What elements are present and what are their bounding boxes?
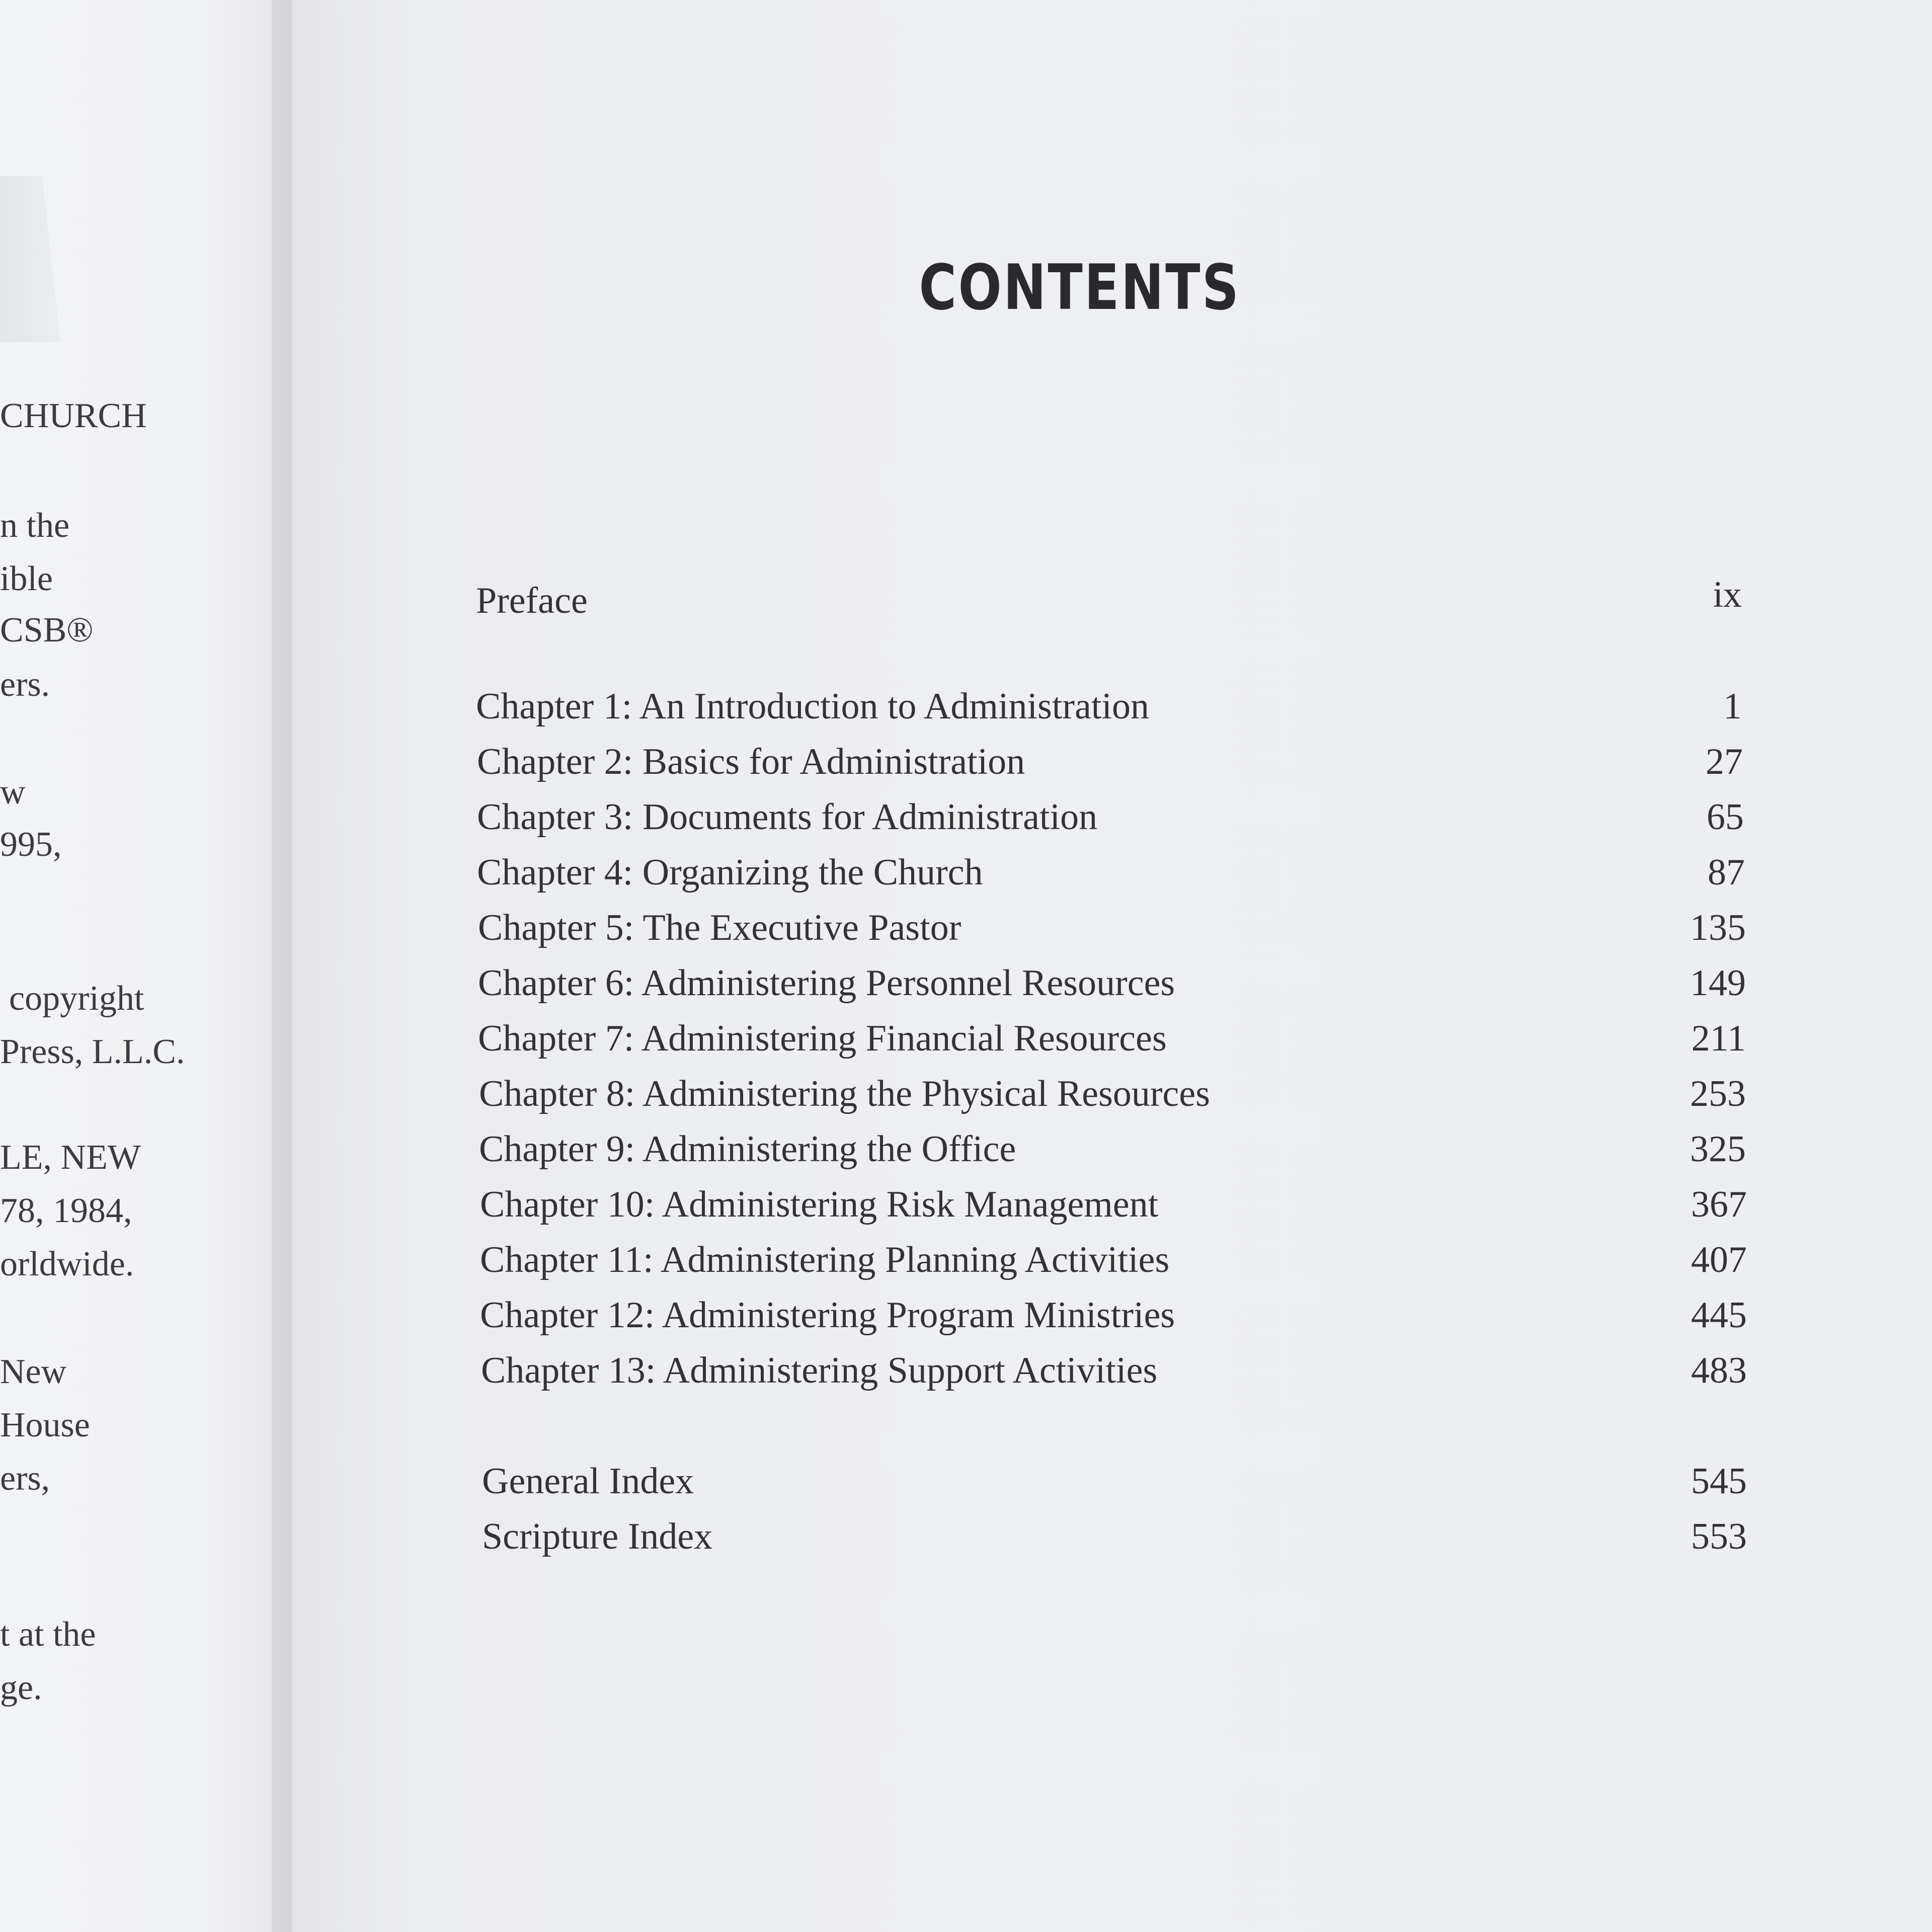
toc-entry-label: Chapter 9: Administering the Office xyxy=(479,1129,1016,1170)
toc-entry-label: Chapter 12: Administering Program Ministries xyxy=(480,1295,1175,1336)
toc-entry-chapter xyxy=(478,907,1746,952)
toc-entry-chapter xyxy=(479,1073,1746,1118)
toc-entry-page: 367 xyxy=(1691,1184,1747,1225)
contents-page xyxy=(292,0,1932,1932)
toc-entry-chapter xyxy=(477,851,1745,897)
toc-entry-page: 553 xyxy=(1691,1516,1747,1557)
left-page-line: New xyxy=(0,1352,67,1391)
left-page-line: 78, 1984, xyxy=(0,1191,132,1230)
left-page-line: orldwide. xyxy=(0,1245,134,1283)
left-page-line: ers, xyxy=(0,1459,50,1498)
left-page-line: ible xyxy=(0,559,53,598)
toc-entry-page: 211 xyxy=(1691,1018,1746,1059)
toc-entry-chapter xyxy=(479,1128,1746,1173)
toc-entry-page: 149 xyxy=(1690,962,1746,1004)
page-title: CONTENTS xyxy=(919,252,1241,324)
toc-entry-page: 1 xyxy=(1723,686,1742,727)
left-page-line: copyright xyxy=(9,979,144,1018)
toc-entry-label: Chapter 4: Organizing the Church xyxy=(477,852,983,893)
bleed-through-logo xyxy=(0,176,60,342)
toc-entry-label: General Index xyxy=(482,1461,694,1502)
toc-entry-label: Chapter 7: Administering Financial Resources xyxy=(478,1018,1167,1059)
left-page-line: House xyxy=(0,1406,90,1444)
left-page-line: ers. xyxy=(0,665,50,704)
toc-entry-chapter xyxy=(477,796,1744,841)
toc-entry-chapter xyxy=(476,685,1742,731)
toc-entry-page: 445 xyxy=(1691,1295,1747,1336)
toc-entry-label: Chapter 3: Documents for Administration xyxy=(477,796,1098,838)
toc-entry-page: 65 xyxy=(1707,796,1744,838)
toc-entry-chapter xyxy=(480,1239,1747,1284)
toc-entry-label: Chapter 10: Administering Risk Management xyxy=(480,1184,1159,1225)
toc-entry-label: Chapter 5: The Executive Pastor xyxy=(478,907,961,948)
toc-entry-page: 407 xyxy=(1691,1239,1747,1280)
toc-entry-general-index xyxy=(482,1460,1747,1505)
table-of-contents xyxy=(292,0,1932,1932)
left-page-line: n the xyxy=(0,506,70,545)
left-page-line: CHURCH xyxy=(0,396,147,435)
toc-entry-label: Preface xyxy=(476,580,588,621)
left-page-line: ge. xyxy=(0,1668,42,1707)
toc-entry-page: ix xyxy=(1713,574,1742,615)
toc-entry-page: 87 xyxy=(1708,852,1745,893)
toc-entry-chapter xyxy=(481,1349,1747,1395)
toc-entry-chapter xyxy=(477,741,1743,786)
toc-entry-label: Chapter 2: Basics for Administration xyxy=(477,741,1025,782)
toc-entry-preface xyxy=(476,574,1742,622)
previous-page xyxy=(0,0,292,1932)
left-page-line: Press, L.L.C. xyxy=(0,1032,185,1071)
toc-entry-page: 545 xyxy=(1691,1461,1747,1502)
toc-entry-page: 27 xyxy=(1706,741,1743,782)
toc-entry-page: 135 xyxy=(1690,907,1746,948)
left-page-line: w xyxy=(0,773,26,812)
toc-entry-chapter xyxy=(480,1294,1747,1339)
toc-entry-label: Chapter 8: Administering the Physical Resources xyxy=(479,1073,1211,1114)
left-page-line: 995, xyxy=(0,825,62,864)
toc-entry-page: 253 xyxy=(1690,1073,1746,1114)
toc-entry-label: Chapter 11: Administering Planning Activities xyxy=(480,1239,1170,1280)
toc-entry-page: 325 xyxy=(1690,1129,1746,1170)
left-page-line: t at the xyxy=(0,1615,96,1654)
toc-entry-scripture-index xyxy=(482,1515,1747,1561)
toc-entry-label: Chapter 6: Administering Personnel Resources xyxy=(478,962,1175,1004)
toc-entry-label: Scripture Index xyxy=(482,1516,713,1557)
left-page-line: LE, NEW xyxy=(0,1138,141,1177)
toc-entry-chapter xyxy=(478,962,1746,1007)
toc-entry-chapter xyxy=(478,1017,1746,1063)
toc-entry-label: Chapter 13: Administering Support Activities xyxy=(481,1350,1158,1391)
left-page-line: CSB® xyxy=(0,611,94,650)
toc-entry-page: 483 xyxy=(1691,1350,1747,1391)
toc-entry-chapter xyxy=(480,1183,1747,1229)
toc-entry-label: Chapter 1: An Introduction to Administration xyxy=(476,686,1150,727)
